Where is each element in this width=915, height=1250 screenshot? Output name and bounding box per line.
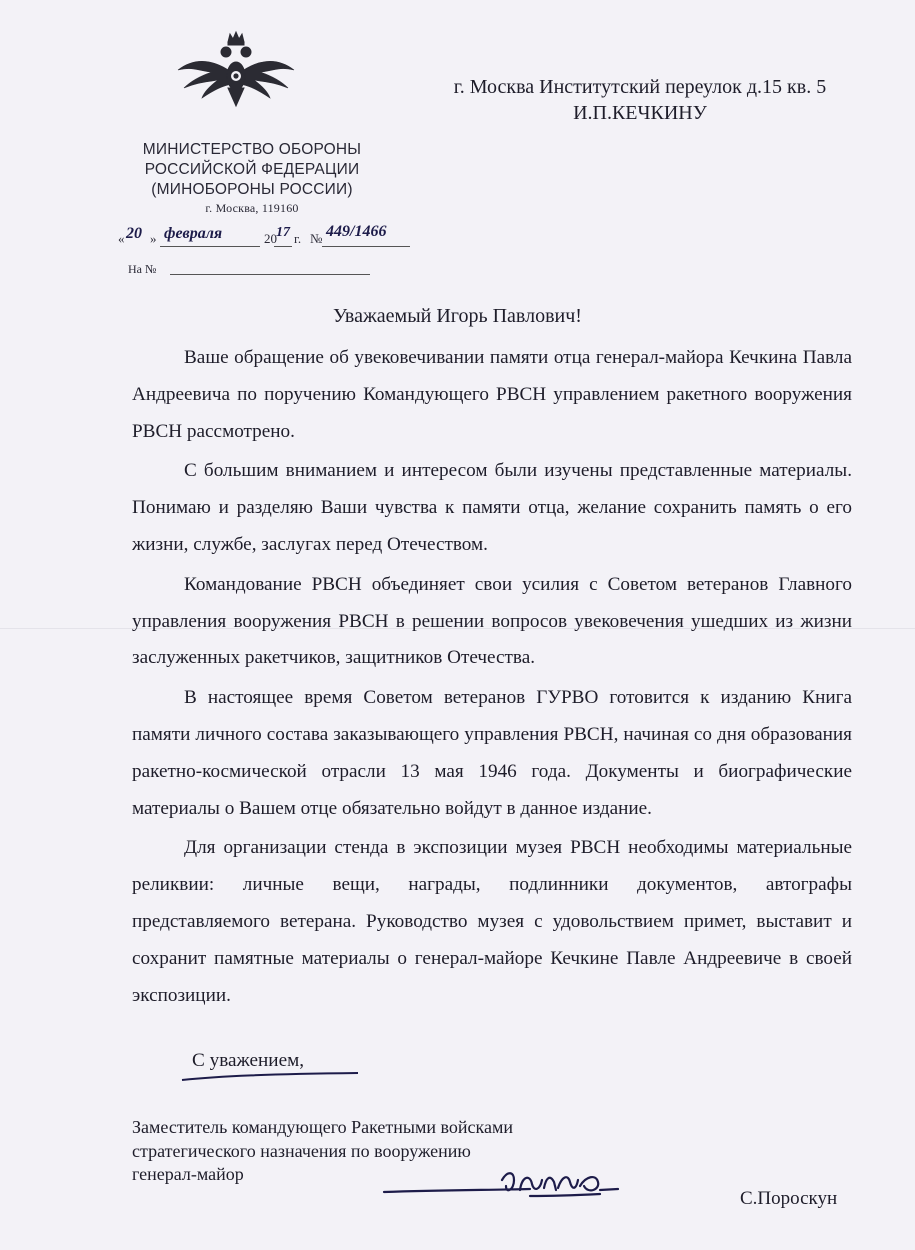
date-year-postfix: г. xyxy=(294,231,302,246)
date-day: 20 xyxy=(126,225,142,242)
body-paragraph: Ваше обращение об увековечивании памяти отца генерал-майора Кечкина Павла Андреевича по поручению Командующего РВСН управлением ракетного вооружения РВСН рассмотрено. xyxy=(132,347,852,442)
recipient-block xyxy=(395,74,885,126)
recipient-address: г. Москва Институтский переулок д.15 кв. 5 xyxy=(453,76,827,98)
document-number: 449/1466 xyxy=(326,223,387,240)
date-year-suffix: 17 xyxy=(276,225,290,240)
reference-underline xyxy=(170,274,370,275)
reference-line xyxy=(128,262,156,277)
ministry-line: РОССИЙСКОЙ ФЕДЕРАЦИИ xyxy=(144,161,360,178)
date-month: февраля xyxy=(164,225,223,242)
ministry-line: МИНИСТЕРСТВО ОБОРОНЫ xyxy=(142,141,362,158)
signer-title-line: Заместитель командующего Ракетными войсками xyxy=(132,1117,514,1137)
body-paragraph: Командование РВСН объединяет свои усилия с Советом ветеранов Главного управления вооружения РВСН в решении вопросов увековечения ушедших из жизни заслуженных ракетчиков, защитников Отечества. xyxy=(132,573,852,669)
double-headed-eagle-icon xyxy=(176,30,296,108)
faint-bleed-through xyxy=(780,1042,880,1060)
signer-title-line: стратегического назначения по вооружению xyxy=(132,1140,471,1161)
date-close-quote: » xyxy=(150,231,157,246)
handwritten-signature xyxy=(380,1160,640,1210)
body-paragraph: Для организации стенда в экспозиции музея РВСН необходимы материальные реликвии: личные вещи, награды, подлинники документов, автографы представляемого ветерана. Руководство музея с удовольствием примет, выставит и сохранит памятные материалы о генерал-майоре Кечкине Павле Андреевиче в своей экспозиции. xyxy=(132,837,852,1006)
signer-name: С.Пороскун xyxy=(740,1188,838,1209)
date-underline xyxy=(160,246,260,247)
year-underline xyxy=(274,246,292,247)
signer-title-line: генерал-майор xyxy=(132,1164,244,1184)
recipient-name: И.П.КЕЧКИНУ xyxy=(573,102,707,124)
date-open-quote: « xyxy=(118,231,125,246)
pen-stroke xyxy=(180,1070,360,1084)
number-underline xyxy=(322,246,410,247)
date-year-prefix: 20 xyxy=(264,231,277,246)
reference-label: На № xyxy=(128,262,157,276)
ministry-header xyxy=(122,140,382,216)
document-dateline xyxy=(112,225,402,251)
body-paragraph: В настоящее время Советом ветеранов ГУРВО готовится к изданию Книга памяти личного состава заказывающего управления РВСН, начиная со дня образования ракетно-космической отрасли 13 мая 1946 года. Документы и биографические материалы о Вашем отце обязательно войдут в данное издание. xyxy=(132,687,852,819)
ministry-city: г. Москва, 119160 xyxy=(205,201,299,215)
ministry-line: (МИНОБОРОНЫ РОССИИ) xyxy=(151,181,353,198)
body-paragraph: С большим вниманием и интересом были изучены представленные материалы. Понимаю и разделяю Ваши чувства к памяти отца, желание сохранить память о его жизни, службе, заслугах перед Отечеством. xyxy=(132,460,852,555)
letter-closing: С уважением, xyxy=(192,1050,305,1071)
letter-greeting: Уважаемый Игорь Павлович! xyxy=(333,305,582,327)
letter-body xyxy=(132,340,852,1014)
document-number-label: № xyxy=(310,231,323,246)
